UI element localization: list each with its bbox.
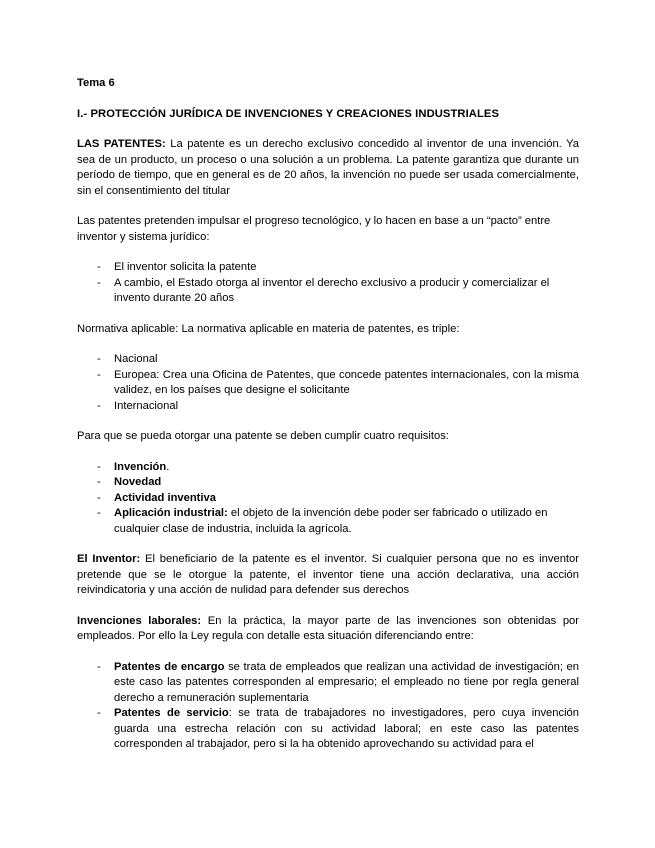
list-item-label: Aplicación industrial:	[114, 507, 228, 519]
dash-bullet: -	[97, 707, 101, 719]
dash-bullet: -	[97, 353, 101, 365]
dash-bullet: -	[97, 399, 101, 412]
pacto-paragraph: Las patentes pretenden impulsar el progreso tecnológico, y lo hacen en base a un “pacto” entre inventor y sistema jurídico:	[77, 215, 551, 243]
list-item-label: Patentes de encargo	[114, 660, 225, 673]
dash-bullet: -	[97, 660, 101, 673]
list-item-label: Patentes de servicio	[114, 707, 229, 719]
inventor-label: El Inventor:	[77, 553, 141, 565]
list-item-text: A cambio, el Estado otorga al inventor el derecho exclusivo a producir y comercializar el invento durante 20 años	[114, 276, 550, 304]
dash-bullet: -	[97, 276, 101, 289]
laborales-list	[77, 660, 579, 753]
dash-bullet: -	[97, 368, 101, 381]
patentes-label: LAS PATENTES:	[77, 138, 166, 150]
patentes-text: La patente es un derecho exclusivo concedido al inventor de una invención. Ya sea de un producto, un proceso o una solución a un problema. La patente garantiza que durante un período de tiempo, que en general es de 20 años, la invención no puede ser usada comercialmente, sin el consentimiento del titular	[77, 138, 579, 197]
normativa-list	[77, 352, 579, 414]
requisitos-list	[77, 460, 579, 538]
list-item-text: se trata de empleados que realizan una actividad de investigación; en este caso las patentes corresponden al empresario; el empleado no tiene por regla general derecho a remuneración suplementaria	[114, 660, 579, 704]
list-item	[77, 260, 579, 276]
document-body	[77, 76, 579, 768]
patentes-paragraph	[77, 137, 579, 199]
list-item	[77, 276, 579, 307]
dash-bullet: -	[97, 507, 101, 519]
list-item	[77, 352, 579, 368]
list-item	[77, 660, 579, 707]
list-item	[77, 506, 579, 537]
normativa-paragraph: Normativa aplicable: La normativa aplicable en materia de patentes, es triple:	[77, 322, 460, 335]
section-title: I.- PROTECCIÓN JURÍDICA DE INVENCIONES Y CREACIONES INDUSTRIALES	[77, 107, 500, 120]
requisitos-paragraph: Para que se pueda otorgar una patente se deben cumplir cuatro requisitos:	[77, 430, 449, 442]
list-item-text: el objeto de la invención debe poder ser fabricado o utilizado en cualquier clase de industria, incluida la agrícola.	[114, 507, 548, 535]
list-item-text: Nacional	[114, 353, 158, 365]
list-item-label: Novedad	[114, 476, 162, 488]
list-item	[77, 399, 579, 415]
list-item-text: : se trata de trabajadores no investigadores, pero cuya invención guarda una estrecha relación con su actividad laboral; en este caso las patentes corresponden al trabajador, pero si la ha obtenido aprovechando su actividad para el	[114, 707, 580, 750]
list-item-label: Actividad inventiva	[114, 491, 216, 504]
list-item	[77, 460, 579, 476]
list-item	[77, 368, 579, 399]
list-item-text: .	[166, 460, 170, 473]
list-item-label: Invención	[114, 460, 167, 473]
list-item	[77, 706, 579, 753]
list-item	[77, 475, 579, 491]
list-item-text: Internacional	[114, 399, 179, 412]
laborales-paragraph	[77, 614, 579, 645]
list-item-text: El inventor solicita la patente	[114, 261, 257, 273]
inventor-text: El beneficiario de la patente es el inventor. Si cualquier persona que no es inventor pretende que se le otorgue la patente, el inventor tiene una acción declarativa, una acción reivindicatoria y una acción de nulidad para defender sus derechos	[77, 553, 579, 596]
dash-bullet: -	[97, 460, 101, 473]
pacto-list	[77, 260, 579, 307]
list-item-text: Europea: Crea una Oficina de Patentes, que concede patentes internacionales, con la misma validez, en los países que designe el solicitante	[114, 368, 579, 396]
laborales-label: Invenciones laborales:	[77, 614, 202, 627]
laborales-text: En la práctica, la mayor parte de las invenciones son obtenidas por empleados. Por ello la Ley regula con detalle esta situación diferenciando entre:	[77, 614, 579, 642]
dash-bullet: -	[97, 261, 101, 273]
inventor-paragraph	[77, 552, 579, 599]
tema-heading: Tema 6	[77, 77, 115, 89]
dash-bullet: -	[97, 476, 101, 488]
list-item	[77, 491, 579, 507]
dash-bullet: -	[97, 491, 101, 504]
